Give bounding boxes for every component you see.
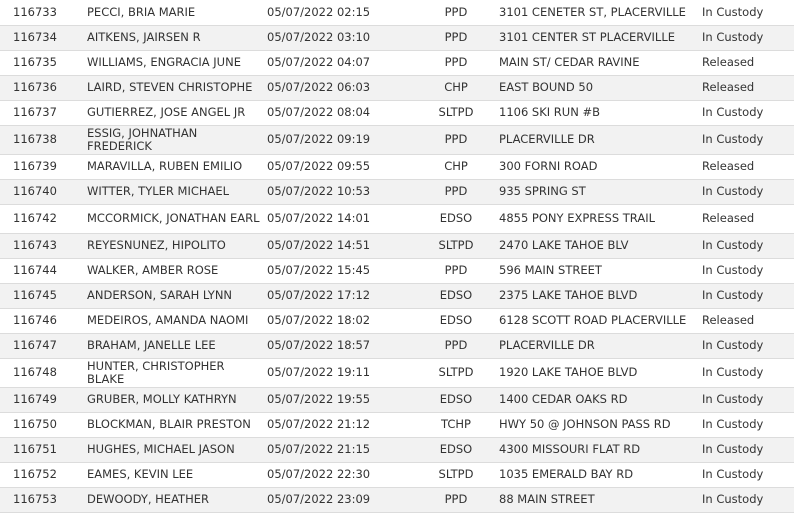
arresting-agency-cell: EDSO [439,211,473,225]
arresting-agency-cell: SLTPD [438,238,474,252]
booking-datetime-cell: 05/07/2022 18:57 [267,338,371,352]
inmate-name-cell: LAIRD, STEVEN CHRISTOPHE [87,80,253,94]
arrest-location-cell: PLACERVILLE DR [499,132,595,146]
arresting-agency-cell: PPD [444,55,468,69]
table-row[interactable] [0,358,794,387]
arrest-location-cell: 3101 CENTER ST PLACERVILLE [499,30,676,44]
booking-number-cell: 116737 [13,105,57,119]
arresting-agency-cell: PPD [444,4,468,19]
arresting-agency-cell: EDSO [439,442,473,456]
inmate-name-cell: ANDERSON, SARAH LYNN [87,288,233,302]
custody-status-cell: Released [702,159,755,173]
arrest-location-cell: 3101 CENETER ST, PLACERVILLE [499,4,686,19]
arresting-agency-cell: TCHP [441,417,471,431]
custody-status-cell: In Custody [702,442,764,456]
booking-number-cell: 116749 [13,392,57,406]
booking-datetime-cell: 05/07/2022 06:03 [267,80,371,94]
inmate-name-cell: WILLIAMS, ENGRACIA JUNE [87,55,241,69]
booking-datetime-cell: 05/07/2022 02:15 [267,4,371,19]
custody-status-cell: In Custody [702,288,764,302]
table-row[interactable] [0,179,794,204]
table-row[interactable] [0,154,794,179]
custody-status-cell: In Custody [702,263,764,277]
arrest-location-cell: PLACERVILLE DR [499,338,595,352]
booking-datetime-cell: 05/07/2022 08:04 [267,105,371,119]
booking-number-cell: 116738 [13,132,57,146]
table-row[interactable] [0,233,794,258]
booking-number-cell: 116736 [13,80,57,94]
inmate-name-cell: MARAVILLA, RUBEN EMILIO [87,159,243,173]
booking-datetime-cell: 05/07/2022 14:51 [267,238,371,252]
arrest-location-cell: 2470 LAKE TAHOE BLV [499,238,629,252]
arrest-location-cell: 4855 PONY EXPRESS TRAIL [499,211,655,225]
arresting-agency-cell: PPD [444,492,468,506]
table-row[interactable] [0,283,794,308]
table-row[interactable] [0,125,794,154]
booking-datetime-cell: 05/07/2022 23:09 [267,492,371,506]
table-row[interactable] [0,258,794,283]
booking-datetime-cell: 05/07/2022 09:55 [267,159,371,173]
inmate-name-cell: GRUBER, MOLLY KATHRYN [87,392,237,406]
arresting-agency-cell: PPD [444,184,468,198]
custody-status-cell: In Custody [702,365,764,379]
custody-status-cell: Released [702,211,755,225]
arresting-agency-cell: CHP [444,80,468,94]
arresting-agency-cell: EDSO [439,313,473,327]
arresting-agency-cell: PPD [444,30,468,44]
table-row[interactable] [0,75,794,100]
table-row[interactable] [0,333,794,358]
arrest-location-cell: 6128 SCOTT ROAD PLACERVILLE [499,313,687,327]
inmate-name-cell: EAMES, KEVIN LEE [87,467,194,481]
booking-number-cell: 116743 [13,238,57,252]
arresting-agency-cell: PPD [444,132,468,146]
booking-number-cell: 116752 [13,467,57,481]
inmate-name-cell: AITKENS, JAIRSEN R [87,30,201,44]
booking-datetime-cell: 05/07/2022 19:55 [267,392,371,406]
arrest-location-cell: 1400 CEDAR OAKS RD [499,392,628,406]
arrest-location-cell: 300 FORNI ROAD [499,159,598,173]
booking-datetime-cell: 05/07/2022 19:11 [267,365,371,379]
arrest-location-cell: HWY 50 @ JOHNSON PASS RD [499,417,671,431]
arresting-agency-cell: SLTPD [438,467,474,481]
arrest-location-cell: MAIN ST/ CEDAR RAVINE [499,55,640,69]
arrest-location-cell: 1106 SKI RUN #B [499,105,601,119]
table-row[interactable] [0,308,794,333]
custody-status-cell: In Custody [702,105,764,119]
inmate-name-cell: MCCORMICK, JONATHAN EARL [87,211,260,225]
arrest-location-cell: 1920 LAKE TAHOE BLVD [499,365,638,379]
booking-number-cell: 116750 [13,417,57,431]
table-row[interactable] [0,25,794,50]
booking-datetime-cell: 05/07/2022 21:12 [267,417,371,431]
inmate-name-cell: BRAHAM, JANELLE LEE [87,338,216,352]
custody-status-cell: In Custody [702,467,764,481]
table-row[interactable] [0,487,794,512]
custody-status-cell: Released [702,313,755,327]
inmate-name-cell: HUGHES, MICHAEL JASON [87,442,235,456]
booking-datetime-cell: 05/07/2022 14:01 [267,211,371,225]
inmate-name-cell: REYESNUNEZ, HIPOLITO [87,238,226,252]
custody-status-cell: In Custody [702,392,764,406]
inmate-name-cell: MEDEIROS, AMANDA NAOMI [87,313,249,327]
inmate-name-cell: ESSIG, JOHNATHAN FREDERICK [87,125,198,153]
custody-status-cell: In Custody [702,417,764,431]
table-row[interactable] [0,387,794,412]
arrest-location-cell: 596 MAIN STREET [499,263,602,277]
table-row[interactable] [0,462,794,487]
custody-status-cell: In Custody [702,132,764,146]
arresting-agency-cell: CHP [444,159,468,173]
booking-number-cell: 116733 [13,4,57,19]
table-row[interactable] [0,437,794,462]
booking-number-cell: 116735 [13,55,57,69]
custody-status-cell: Released [702,55,755,69]
custody-status-cell: In Custody [702,338,764,352]
arrest-location-cell: 1035 EMERALD BAY RD [499,467,634,481]
arrest-location-cell: 935 SPRING ST [499,184,586,198]
table-row[interactable] [0,50,794,75]
booking-number-cell: 116740 [13,184,57,198]
custody-status-cell: In Custody [702,238,764,252]
arresting-agency-cell: PPD [444,338,468,352]
inmate-name-cell: GUTIERREZ, JOSE ANGEL JR [87,105,246,119]
arresting-agency-cell: EDSO [439,392,473,406]
booking-datetime-cell: 05/07/2022 18:02 [267,313,371,327]
booking-number-cell: 116748 [13,365,57,379]
table-row[interactable] [0,100,794,125]
booking-datetime-cell: 05/07/2022 09:19 [267,132,371,146]
arrest-location-cell: 88 MAIN STREET [499,492,595,506]
inmate-name-cell: DEWOODY, HEATHER [87,492,209,506]
inmate-name-cell: PECCI, BRIA MARIE [87,4,196,19]
arresting-agency-cell: SLTPD [438,365,474,379]
booking-number-cell: 116744 [13,263,57,277]
custody-status-cell: In Custody [702,30,764,44]
table-row[interactable] [0,204,794,233]
booking-datetime-cell: 05/07/2022 03:10 [267,30,371,44]
booking-number-cell: 116746 [13,313,57,327]
inmate-name-cell: WITTER, TYLER MICHAEL [87,184,230,198]
inmate-name-cell: WALKER, AMBER ROSE [87,263,219,277]
booking-number-cell: 116753 [13,492,57,506]
booking-datetime-cell: 05/07/2022 10:53 [267,184,371,198]
arresting-agency-cell: SLTPD [438,105,474,119]
booking-number-cell: 116747 [13,338,57,352]
custody-status-cell: In Custody [702,4,764,19]
custody-status-cell: Released [702,80,755,94]
booking-datetime-cell: 05/07/2022 22:30 [267,467,371,481]
booking-number-cell: 116745 [13,288,57,302]
booking-number-cell: 116742 [13,211,57,225]
custody-status-cell: In Custody [702,492,764,506]
booking-datetime-cell: 05/07/2022 21:15 [267,442,371,456]
arrest-location-cell: 2375 LAKE TAHOE BLVD [499,288,638,302]
inmate-name-cell: HUNTER, CHRISTOPHER BLAKE [87,358,225,386]
arrest-location-cell: 4300 MISSOURI FLAT RD [499,442,641,456]
booking-datetime-cell: 05/07/2022 17:12 [267,288,371,302]
booking-number-cell: 116734 [13,30,57,44]
booking-number-cell: 116739 [13,159,57,173]
booking-datetime-cell: 05/07/2022 15:45 [267,263,371,277]
arrest-location-cell: EAST BOUND 50 [499,80,594,94]
booking-number-cell: 116751 [13,442,57,456]
custody-status-cell: In Custody [702,184,764,198]
table-row[interactable] [0,0,794,25]
arresting-agency-cell: EDSO [439,288,473,302]
booking-datetime-cell: 05/07/2022 04:07 [267,55,371,69]
arresting-agency-cell: PPD [444,263,468,277]
table-row[interactable] [0,412,794,437]
inmate-name-cell: BLOCKMAN, BLAIR PRESTON [87,417,251,431]
